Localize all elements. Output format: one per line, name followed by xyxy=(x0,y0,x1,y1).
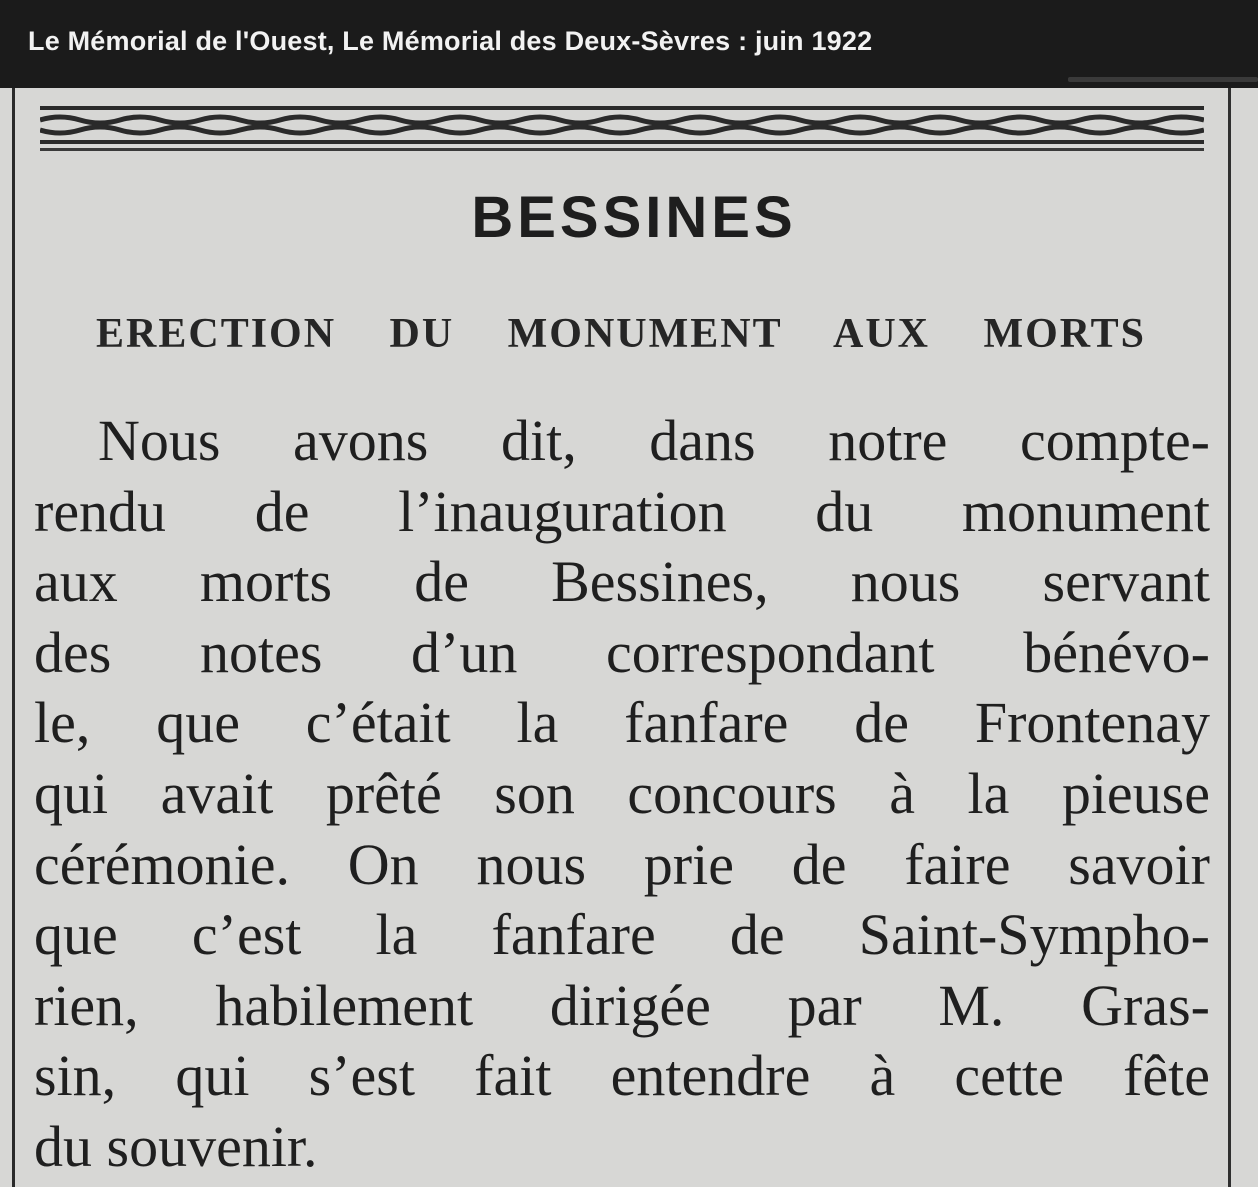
column-rule-right xyxy=(1228,88,1231,1187)
article-line: que c’est la fanfare de Saint-Sympho- xyxy=(34,902,1210,968)
article-subheadline: ERECTION DU MONUMENT AUX MORTS xyxy=(96,311,1146,357)
article-headline: BESSINES xyxy=(471,185,797,250)
article-line: sin, qui s’est fait entendre à cette fête xyxy=(34,1043,1210,1109)
article-line: rendu de l’inauguration du monument xyxy=(34,478,1210,544)
article-line: cérémonie. On nous prie de faire savoir xyxy=(34,831,1210,897)
scroll-indicator[interactable] xyxy=(1068,77,1258,82)
article-body xyxy=(34,406,1210,1183)
article-line: Nous avons dit, dans notre compte- xyxy=(98,408,1210,473)
window-title: Le Mémorial de l'Ouest, Le Mémorial des Deux-Sèvres : juin 1922 xyxy=(28,26,873,56)
newspaper-clipping xyxy=(0,88,1258,1187)
ornamental-divider xyxy=(40,100,1204,154)
article-line: du souvenir. xyxy=(34,1113,318,1179)
article-line: aux morts de Bessines, nous servant xyxy=(34,549,1210,615)
column-rule-left xyxy=(12,88,15,1187)
article-line: rien, habilement dirigée par M. Gras- xyxy=(34,972,1210,1038)
article-line: des notes d’un correspondant bénévo- xyxy=(34,619,1210,685)
article-line: le, que c’était la fanfare de Frontenay xyxy=(34,690,1210,756)
article-line: qui avait prêté son concours à la pieuse xyxy=(34,760,1210,826)
title-bar xyxy=(0,0,1258,88)
